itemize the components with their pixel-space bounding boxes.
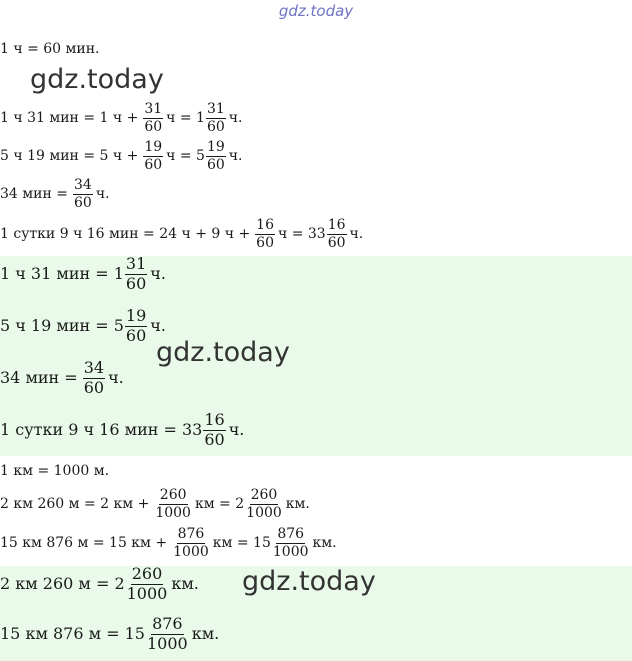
time-conversion-1: 1 ч 31 мин = 1 ч + $\frac{31}{60}$ ч = 1 $\frac{31}{60}$ ч.	[0, 101, 243, 135]
fraction-numerator: 260	[250, 487, 278, 503]
fraction-numerator: 19	[206, 139, 225, 155]
fraction	[206, 140, 226, 172]
watermark-2: gdz.today	[156, 337, 290, 368]
length-conversion-2: 15 км 876 м = 15 км + $\frac{876}{1000}$ км = 15 $\frac{876}{1000}$ км.	[0, 526, 337, 560]
fraction	[203, 412, 225, 449]
fraction-numerator: 16	[327, 217, 346, 233]
fraction-numerator: 19	[125, 306, 147, 325]
fraction-numerator: 34	[83, 358, 105, 377]
fraction	[172, 527, 210, 559]
fraction-denominator: 1000	[173, 543, 209, 560]
time-answer-4: 1 сутки 9 ч 16 мин = 33 $\frac{16}{60}$ ч.	[0, 410, 245, 449]
day-conversion: 1 сутки 9 ч 16 мин = 24 ч + 9 ч + $\frac{16}{60}$ ч = 33 $\frac{16}{60}$ ч.	[0, 217, 364, 251]
fraction-numerator: 876	[152, 614, 183, 633]
fraction-numerator: 19	[144, 139, 163, 155]
fraction-denominator: 1000	[146, 633, 188, 653]
fraction	[125, 256, 147, 293]
length-answer-2: 15 км 876 м = 15 $\frac{876}{1000}$ км.	[0, 614, 220, 653]
length-rule: 1 км = 1000 м.	[0, 463, 110, 479]
fraction-denominator: 1000	[155, 504, 191, 521]
fraction-denominator: 60	[256, 234, 274, 251]
fraction	[125, 308, 147, 345]
fraction-denominator: 60	[144, 118, 163, 135]
fraction-numerator: 31	[125, 254, 147, 273]
fraction-denominator: 1000	[246, 504, 282, 521]
fraction-numerator: 876	[177, 526, 205, 542]
fraction-denominator: 60	[144, 156, 163, 173]
fraction-denominator: 60	[125, 273, 147, 293]
watermark-top: gdz.today	[278, 2, 354, 20]
fraction	[327, 218, 347, 250]
watermark-3: gdz.today	[242, 566, 376, 597]
fraction-denominator: 60	[206, 156, 225, 173]
minutes-conversion: 34 мин = $\frac{34}{60}$ ч.	[0, 177, 110, 211]
length-conversion-1: 2 км 260 м = 2 км + $\frac{260}{1000}$ км = 2 $\frac{260}{1000}$ км.	[0, 487, 310, 521]
fraction	[255, 218, 275, 250]
fraction-denominator: 60	[74, 194, 92, 211]
fraction-denominator: 60	[327, 234, 346, 251]
fraction	[154, 488, 192, 520]
fraction-numerator: 34	[74, 177, 92, 193]
watermark-1: gdz.today	[30, 64, 164, 95]
fraction	[272, 527, 310, 559]
time-rule: 1 ч = 60 мин.	[0, 41, 100, 57]
fraction-numerator: 31	[144, 101, 163, 117]
fraction-numerator: 31	[206, 101, 225, 117]
fraction	[245, 488, 283, 520]
fraction-numerator: 16	[256, 217, 274, 233]
fraction-denominator: 60	[125, 325, 147, 345]
fraction-denominator: 60	[204, 429, 225, 449]
fraction-numerator: 16	[204, 410, 225, 429]
fraction	[83, 360, 105, 397]
time-answer-2: 5 ч 19 мин = 5 $\frac{19}{60}$ ч.	[0, 306, 166, 345]
time-conversion-2: 5 ч 19 мин = 5 ч + $\frac{19}{60}$ ч = 5 $\frac{19}{60}$ ч.	[0, 139, 243, 173]
fraction	[143, 140, 163, 172]
fraction	[146, 616, 189, 653]
time-answer-1: 1 ч 31 мин = 1 $\frac{31}{60}$ ч.	[0, 254, 166, 293]
fraction-numerator: 260	[159, 487, 187, 503]
fraction-denominator: 60	[206, 118, 225, 135]
fraction	[73, 178, 93, 210]
fraction-denominator: 60	[83, 377, 105, 397]
time-answer-3: 34 мин = $\frac{34}{60}$ ч.	[0, 358, 124, 397]
fraction-numerator: 260	[131, 564, 163, 583]
fraction-denominator: 1000	[272, 543, 309, 560]
fraction-numerator: 876	[277, 526, 305, 542]
length-answer-1: 2 км 260 м = 2 $\frac{260}{1000}$ км.	[0, 564, 199, 603]
fraction	[126, 566, 169, 603]
fraction	[206, 102, 226, 134]
fraction	[143, 102, 163, 134]
fraction-denominator: 1000	[126, 583, 168, 603]
